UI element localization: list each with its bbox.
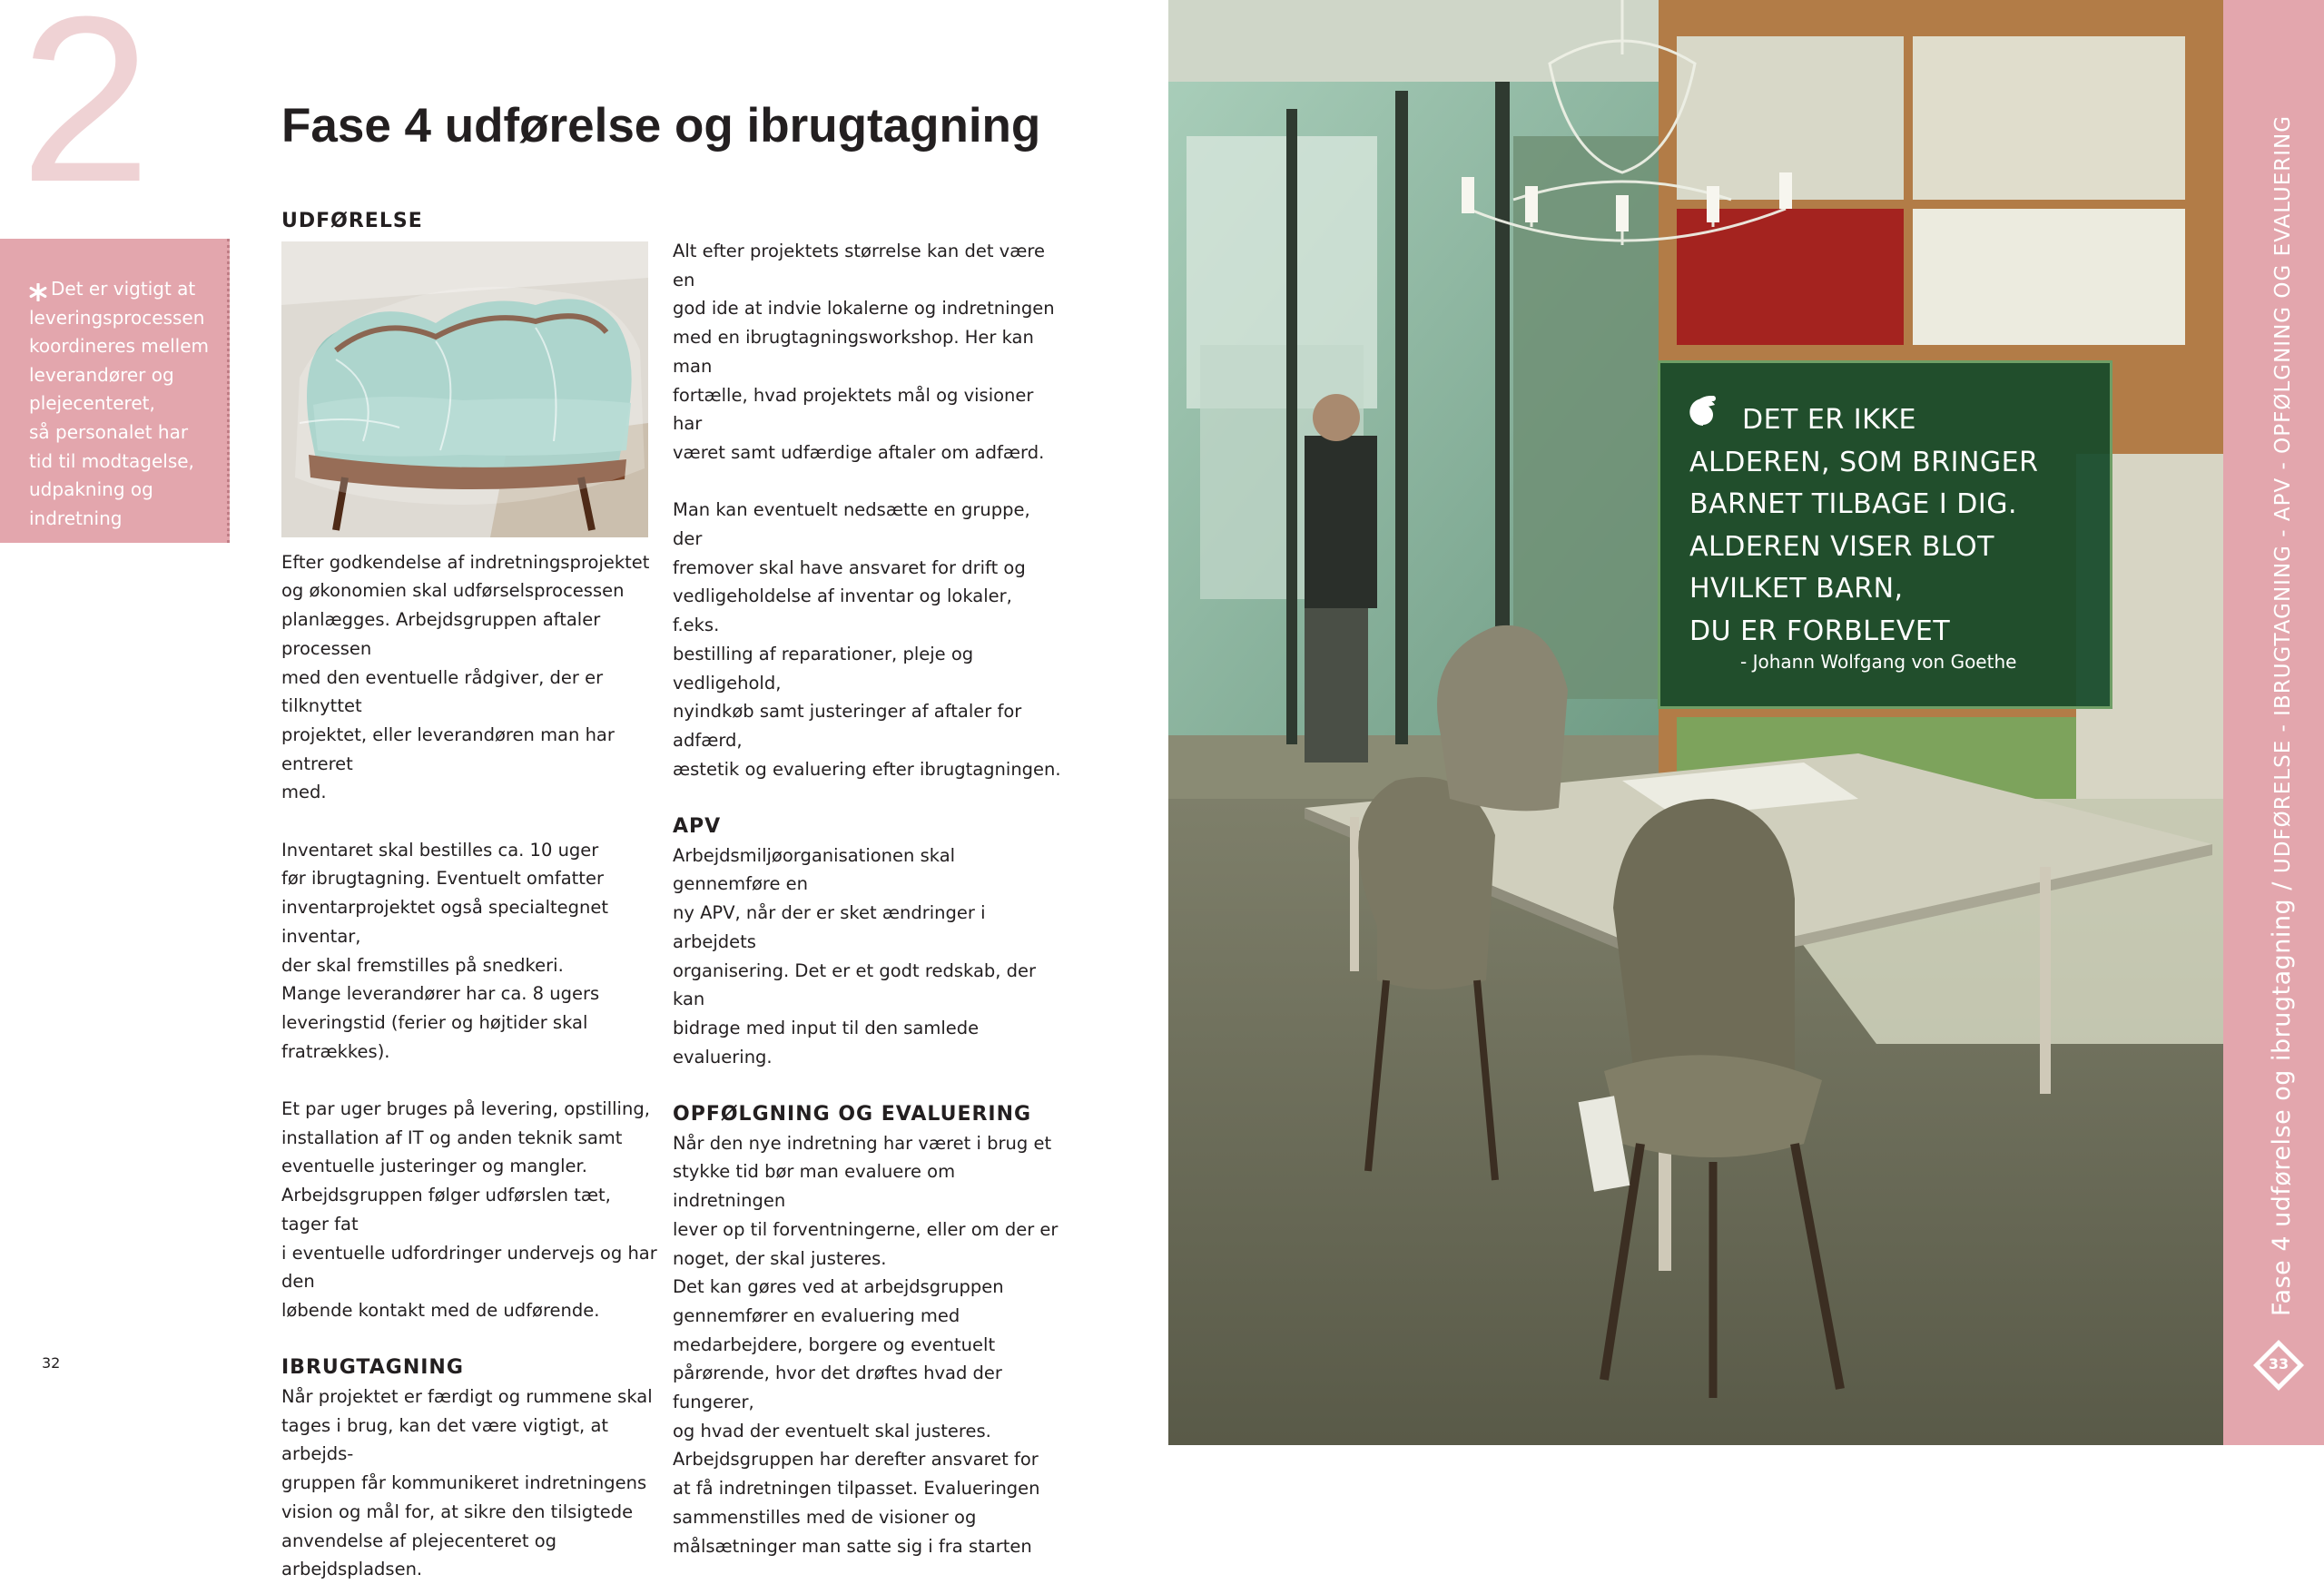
sofa-photo xyxy=(281,241,648,537)
room-photo xyxy=(1168,0,2223,1445)
page-number-right: 33 xyxy=(2268,1355,2290,1372)
heading-ibrugtagning: IBRUGTAGNING xyxy=(281,1356,464,1380)
heading-udforelse: UDFØRELSE xyxy=(281,210,423,232)
paragraph: Alt efter projektets størrelse kan det være en god ide at indvie lokalerne og indretningen med en ibrugtagningsworkshop. Her kan man fortælle, hvad projektets mål og visioner har været samt udfærdige aftaler om adfærd. xyxy=(673,241,1055,463)
heading-opfolgning: OPFØLGNING OG EVALUERING xyxy=(673,1103,1032,1127)
heading-apv: APV xyxy=(673,815,722,839)
chapter-number: 2 xyxy=(20,0,152,231)
side-note-text: Det er vigtigt at leveringsprocessen koordineres mellem leverandører og plejecenteret, så personalet har tid til modtagelse, udpakning og indretning xyxy=(29,278,209,529)
paragraph: Inventaret skal bestilles ca. 10 uger før ibrugtagning. Eventuelt omfatter inventarprojektet også specialtegnet inventar, der skal fremstilles på snedkeri. Mange leverandører har ca. 8 ugers leveringstid (ferier og højtider skal fratrækkes). xyxy=(281,839,609,1062)
left-column xyxy=(281,207,663,1584)
sidebar-text-main: Fase 4 udførelse og ibrugtagning / xyxy=(2268,873,2296,1316)
paragraph: Når projektet er færdigt og rummene skal tages i brug, kan det være vigtigt, at arbejds- gruppen får kommunikeret indretningens vision og mål for, at sikre den tilsigtede anvendelse af plejecenteret og arbejdspladsen. xyxy=(281,1386,653,1580)
sidebar-text xyxy=(2268,115,2296,1316)
page-title: Fase 4 udførelse og ibrugtagning xyxy=(281,99,1041,152)
quote-text: DET ER IKKE ALDEREN, SOM BRINGER BARNET TILBAGE I DIG. ALDEREN VISER BLOT HVILKET BARN, DU ER FORBLEVET xyxy=(1689,404,2039,647)
side-note xyxy=(0,239,230,543)
paragraph: Man kan eventuelt nedsætte en gruppe, der fremover skal have ansvaret for drift og vedligeholdelse af inventar og lokaler, f.eks. bestilling af reparationer, pleje og vedligehold, nyindkøb samt justeringer af aftaler for adfærd, æstetik og evaluering efter ibrugtagningen. xyxy=(673,499,1061,780)
paragraph: Når den nye indretning har været i brug et stykke tid bør man evaluere om indretningen lever op til forventningerne, eller om der er noget, der skal justeres. Det kan gøres ved at arbejdsgruppen gennemfører en evaluering med medarbejdere, borgere og eventuelt pårørende, hvor det drøftes hvad der fungerer, og hvad der eventuelt skal justeres. Arbejdsgruppen har derefter ansvaret for at få indretningen tilpasset. Evalueringen sammenstilles med de visioner og målsætninger man satte sig i fra starten xyxy=(673,1132,1059,1557)
paragraph: Et par uger bruges på levering, opstilling, installation af IT og anden teknik samt eventuelle justeringer og mangler. Arbejdsgruppen følger udførslen tæt, tager fat i eventuelle udfordringer undervejs og har den løbende kontakt med de udførende. xyxy=(281,1098,657,1321)
page-number-left: 32 xyxy=(42,1354,61,1372)
right-column xyxy=(673,237,1063,1560)
quote-box xyxy=(1658,360,2112,709)
page-number-right-badge xyxy=(2251,1338,2306,1392)
paragraph: Efter godkendelse af indretningsprojektet og økonomien skal udførselsprocessen planlægges. Arbejdsgruppen aftaler processen med den eventuelle rådgiver, der er tilknyttet projektet, eller leverandøren man har entreret med. xyxy=(281,551,650,803)
quote-author: - Johann Wolfgang von Goethe xyxy=(1740,651,2017,673)
paragraph: Arbejdsmiljøorganisationen skal gennemføre en ny APV, når der er sket ændringer i arbejdets organisering. Det er et godt redskab, der kan bidrage med input til den samlede evaluering. xyxy=(673,844,1037,1067)
sidebar-text-sections: UDFØRELSE - IBRUGTAGNING - APV - OPFØLGNING OG EVALUERING xyxy=(2271,114,2295,874)
